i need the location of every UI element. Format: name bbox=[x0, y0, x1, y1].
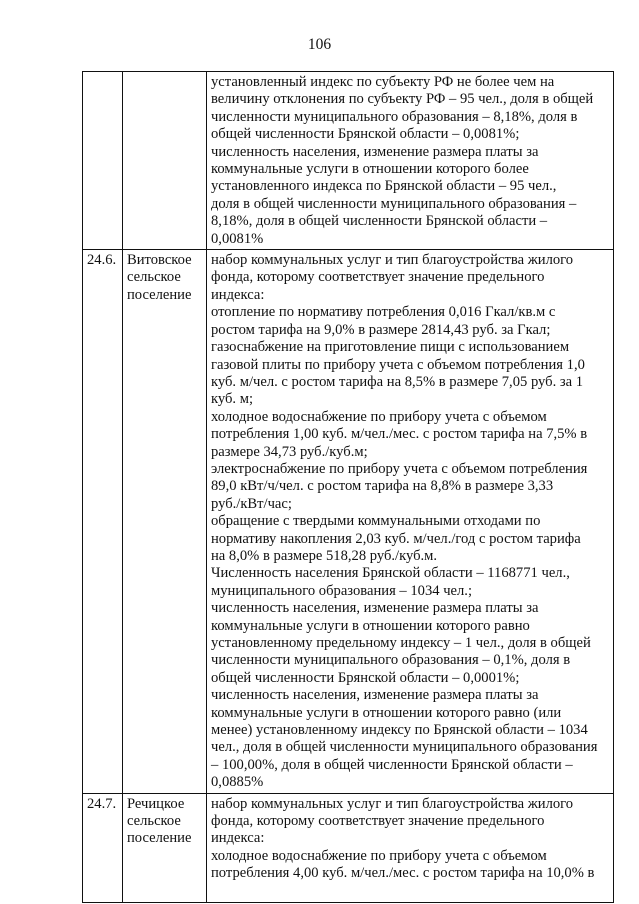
description-line: муниципального образования – 1034 чел.; bbox=[211, 582, 473, 599]
description-line: – 100,00%, доля в общей численности Брянской области – bbox=[211, 756, 573, 773]
description-line: общей численности Брянской области – 0,0001%; bbox=[211, 669, 520, 686]
description-line: потребления 1,00 куб. м/чел./мес. с ростом тарифа на 7,5% в bbox=[211, 426, 588, 443]
description-line: размере 34,73 руб./куб.м; bbox=[211, 443, 368, 460]
description-line: чел., доля в общей численности муниципального образования bbox=[211, 739, 598, 756]
description-line: 8,18%, доля в общей численности Брянской области – bbox=[211, 213, 548, 230]
description-line: руб./кВт/час; bbox=[211, 495, 292, 512]
row-number-cell: 24.6. bbox=[83, 250, 123, 794]
settlement-name-line: Речицкое bbox=[127, 795, 185, 812]
settlement-name-line: сельское bbox=[127, 269, 181, 286]
description-line: электроснабжение по прибору учета с объемом потребления bbox=[211, 460, 588, 477]
description-line: численность населения, изменение размера платы за bbox=[211, 143, 539, 160]
row-number-cell bbox=[83, 72, 123, 250]
settlement-name-line: поселение bbox=[127, 830, 192, 847]
description-cell bbox=[207, 793, 614, 902]
description-line: величину отклонения по субъекту РФ – 95 чел., доля в общей bbox=[211, 91, 594, 108]
settlement-name-cell bbox=[123, 793, 207, 902]
description-line: численности муниципального образования – 8,18%, доля в bbox=[211, 108, 578, 125]
description-line: 0,0081% bbox=[211, 230, 264, 247]
settlement-name-line: Витовское bbox=[127, 252, 192, 269]
table-row bbox=[83, 793, 614, 902]
description-line: набор коммунальных услуг и тип благоустройства жилого bbox=[211, 795, 574, 812]
description-line: численность населения, изменение размера платы за bbox=[211, 600, 539, 617]
description-line: на 8,0% в размере 518,28 руб./куб.м. bbox=[211, 547, 438, 564]
settlement-name-line: сельское bbox=[127, 813, 181, 830]
description-line: индекса: bbox=[211, 830, 265, 847]
page-number: 106 bbox=[307, 36, 332, 53]
description-line: куб. м; bbox=[211, 391, 253, 408]
description-line: газовой плиты по прибору учета с объемом потребления 1,0 bbox=[211, 356, 585, 373]
settlement-name-cell bbox=[123, 250, 207, 794]
description-line: установленного индекса по Брянской области – 95 чел., bbox=[211, 178, 557, 195]
description-line: численности муниципального образования – 0,1%, доля в bbox=[211, 652, 571, 669]
description-line: холодное водоснабжение по прибору учета с объемом bbox=[211, 408, 547, 425]
description-line: обращение с твердыми коммунальными отходами по bbox=[211, 513, 541, 530]
settlement-name-cell bbox=[123, 72, 207, 250]
tariff-table bbox=[82, 71, 614, 903]
description-cell bbox=[207, 72, 614, 250]
description-line: 89,0 кВт/ч/чел. с ростом тарифа на 8,8% в размере 3,33 bbox=[211, 478, 554, 495]
table-row bbox=[83, 250, 614, 794]
description-line: численность населения, изменение размера платы за bbox=[211, 687, 539, 704]
description-line: газоснабжение на приготовление пищи с использованием bbox=[211, 339, 570, 356]
table-row bbox=[83, 72, 614, 250]
description-line: фонда, которому соответствует значение предельного bbox=[211, 269, 545, 286]
description-line: коммунальные услуги в отношении которого более bbox=[211, 161, 529, 178]
description-line: коммунальные услуги в отношении которого равно (или bbox=[211, 704, 562, 721]
description-line: менее) установленному индексу по Брянской области – 1034 bbox=[211, 722, 588, 739]
description-line: фонда, которому соответствует значение предельного bbox=[211, 813, 545, 830]
description-line: потребления 4,00 куб. м/чел./мес. с ростом тарифа на 10,0% в bbox=[211, 865, 595, 882]
description-line: набор коммунальных услуг и тип благоустройства жилого bbox=[211, 252, 574, 269]
description-line: доля в общей численности муниципального образования – bbox=[211, 195, 577, 212]
description-line: установленному предельному индексу – 1 чел., доля в общей bbox=[211, 635, 591, 651]
description-line: холодное водоснабжение по прибору учета с объемом bbox=[211, 847, 547, 864]
description-line: индекса: bbox=[211, 286, 265, 303]
description-line: 0,0885% bbox=[211, 774, 264, 791]
description-line: нормативу накопления 2,03 куб. м/чел./год с ростом тарифа bbox=[211, 530, 581, 547]
description-line: ростом тарифа на 9,0% в размере 2814,43 руб. за Гкал; bbox=[211, 321, 551, 338]
settlement-name-line: поселение bbox=[127, 286, 192, 303]
description-line: коммунальные услуги в отношении которого равно bbox=[211, 617, 530, 634]
description-line: куб. м/чел. с ростом тарифа на 8,5% в размере 7,05 руб. за 1 bbox=[211, 373, 584, 390]
row-number-cell: 24.7. bbox=[83, 793, 123, 902]
description-line: отопление по нормативу потребления 0,016 Гкал/кв.м с bbox=[211, 304, 556, 321]
description-line: Численность населения Брянской области – 1168771 чел., bbox=[211, 565, 570, 582]
description-line: установленный индекс по субъекту РФ не более чем на bbox=[211, 74, 555, 90]
description-cell bbox=[207, 250, 614, 794]
description-line: общей численности Брянской области – 0,0081%; bbox=[211, 126, 520, 143]
